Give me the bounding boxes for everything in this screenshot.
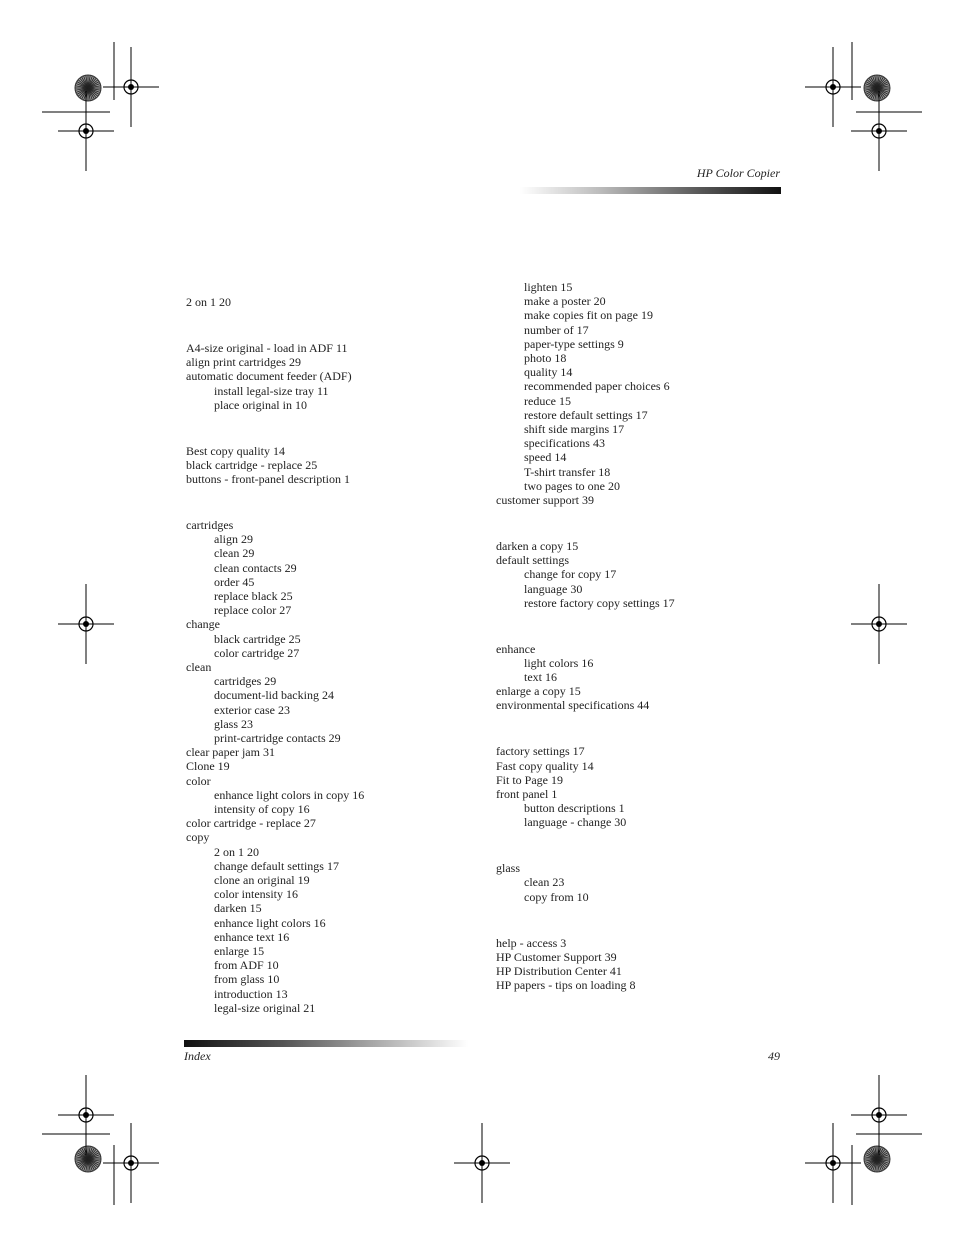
index-entry: clear paper jam 31 — [186, 745, 275, 760]
index-subentry: photo 18 — [524, 351, 567, 366]
index-subentry: order 45 — [214, 574, 255, 589]
index-subentry: reduce 15 — [524, 393, 571, 408]
index-entry: color — [186, 773, 211, 788]
index-subentry: T-shirt transfer 18 — [524, 464, 611, 479]
index-subentry: button descriptions 1 — [524, 801, 625, 816]
index-subentry: restore default settings 17 — [524, 407, 648, 422]
index-subentry: align 29 — [214, 532, 253, 547]
index-entry: color cartridge - replace 27 — [186, 816, 316, 831]
index-subentry: two pages to one 20 — [524, 478, 620, 493]
index-subentry: restore factory copy settings 17 — [524, 595, 675, 610]
index-entry: A4-size original - load in ADF 11 — [186, 340, 348, 355]
index-subentry: change default settings 17 — [214, 858, 339, 873]
header-gradient-rule — [520, 187, 781, 194]
index-subentry: cartridges 29 — [214, 674, 277, 689]
index-entry: customer support 39 — [496, 493, 594, 508]
index-subentry: enhance light colors 16 — [214, 915, 326, 930]
index-entry: Clone 19 — [186, 759, 230, 774]
registration-crosshair-icon — [805, 1123, 861, 1203]
index-entry: buttons - front-panel description 1 — [186, 472, 350, 486]
index-subentry: clone an original 19 — [214, 872, 310, 887]
index-entry: environmental specifications 44 — [496, 698, 650, 713]
index-subentry: make copies fit on page 19 — [524, 308, 653, 323]
index-subentry: install legal-size tray 11 — [214, 383, 329, 398]
index-subentry: number of 17 — [524, 322, 589, 337]
registration-crosshair-icon — [58, 584, 114, 664]
index-entry: factory settings 17 — [496, 744, 585, 759]
registration-crosshair-icon — [58, 1075, 114, 1155]
index-subentry: clean 29 — [214, 546, 255, 561]
index-subentry: legal-size original 21 — [214, 1000, 316, 1015]
index-letter-gap — [496, 830, 796, 862]
index-subentry: quality 14 — [524, 365, 573, 380]
color-star-target-icon — [864, 75, 890, 101]
index-entry: Best copy quality 14 — [186, 443, 285, 458]
index-letter-gap — [496, 904, 796, 936]
registration-crosshair-icon — [454, 1123, 510, 1203]
index-letter-gap — [186, 309, 486, 341]
index-subentry: color cartridge 27 — [214, 645, 300, 660]
index-subentry: introduction 13 — [214, 986, 288, 1001]
index-entry: automatic document feeder (ADF) — [186, 369, 352, 384]
index-entry: help - access 3 — [496, 935, 567, 950]
index-subentry: document-lid backing 24 — [214, 688, 334, 703]
index-letter-gap — [186, 486, 486, 518]
index-subentry: specifications 43 — [524, 436, 605, 451]
index-entry: align print cartridges 29 — [186, 355, 301, 370]
index-entry: 2 on 1 20 — [186, 295, 231, 309]
registration-crosshair-icon — [851, 584, 907, 664]
index-entry: cartridges — [186, 517, 234, 532]
index-subentry: language - change 30 — [524, 815, 627, 830]
index-letter-gap — [496, 713, 796, 745]
index-subentry: change for copy 17 — [524, 567, 617, 582]
index-entry: glass — [496, 861, 520, 876]
index-subentry: copy from 10 — [524, 889, 589, 904]
registration-crosshair-icon — [103, 1123, 159, 1203]
index-subentry: glass 23 — [214, 716, 253, 731]
index-subentry: print-cartridge contacts 29 — [214, 730, 341, 745]
index-entry: clean — [186, 659, 212, 674]
index-entry: Fast copy quality 14 — [496, 758, 594, 773]
index-subentry: recommended paper choices 6 — [524, 379, 670, 394]
page-number: 49 — [768, 1049, 780, 1063]
index-subentry: speed 14 — [524, 450, 567, 465]
registration-crosshair-icon — [805, 47, 861, 127]
index-entry: enlarge a copy 15 — [496, 684, 581, 699]
registration-crosshair-icon — [851, 91, 907, 171]
index-subentry: light colors 16 — [524, 655, 594, 670]
index-subentry: from glass 10 — [214, 972, 280, 987]
index-column-right — [496, 280, 796, 992]
index-entry: HP papers - tips on loading 8 — [496, 978, 636, 993]
index-column-left — [186, 295, 486, 1015]
index-subentry: from ADF 10 — [214, 958, 279, 973]
index-entry: change — [186, 617, 220, 632]
index-subentry: replace color 27 — [214, 603, 292, 618]
footer-section-name: Index — [184, 1049, 211, 1063]
index-entry: black cartridge - replace 25 — [186, 457, 318, 472]
index-subentry: enlarge 15 — [214, 943, 265, 958]
index-subentry: text 16 — [524, 670, 557, 685]
index-subentry: place original in 10 — [214, 397, 307, 412]
color-star-target-icon — [75, 1146, 101, 1172]
index-entry: copy — [186, 830, 210, 845]
index-entry: front panel 1 — [496, 786, 558, 801]
index-subentry: clean 23 — [524, 875, 565, 890]
running-header: HP Color Copier — [696, 166, 780, 180]
index-subentry: black cartridge 25 — [214, 631, 301, 646]
index-subentry: replace black 25 — [214, 588, 293, 603]
index-letter-gap — [496, 507, 796, 539]
index-entry: HP Distribution Center 41 — [496, 963, 622, 978]
index-entry: default settings — [496, 553, 569, 568]
index-subentry: language 30 — [524, 581, 583, 596]
index-subentry: paper-type settings 9 — [524, 336, 624, 351]
index-entry: enhance — [496, 641, 536, 656]
index-entry: Fit to Page 19 — [496, 772, 564, 787]
index-entry: HP Customer Support 39 — [496, 949, 617, 964]
registration-crosshair-icon — [103, 47, 159, 127]
index-subentry: intensity of copy 16 — [214, 801, 310, 816]
registration-crosshair-icon — [851, 1075, 907, 1155]
index-entry: darken a copy 15 — [496, 538, 579, 553]
index-subentry: lighten 15 — [524, 280, 573, 294]
footer-gradient-rule — [184, 1040, 468, 1047]
index-subentry: 2 on 1 20 — [214, 844, 259, 859]
index-subentry: color intensity 16 — [214, 887, 298, 902]
index-subentry: darken 15 — [214, 901, 262, 916]
index-letter-gap — [496, 610, 796, 642]
index-letter-gap — [186, 412, 486, 444]
color-star-target-icon — [864, 1146, 890, 1172]
index-subentry: exterior case 23 — [214, 702, 290, 717]
index-subentry: make a poster 20 — [524, 294, 606, 309]
color-star-target-icon — [75, 75, 101, 101]
index-subentry: clean contacts 29 — [214, 560, 297, 575]
index-subentry: shift side margins 17 — [524, 422, 625, 437]
registration-crosshair-icon — [58, 91, 114, 171]
index-subentry: enhance light colors in copy 16 — [214, 787, 365, 802]
index-subentry: enhance text 16 — [214, 929, 290, 944]
